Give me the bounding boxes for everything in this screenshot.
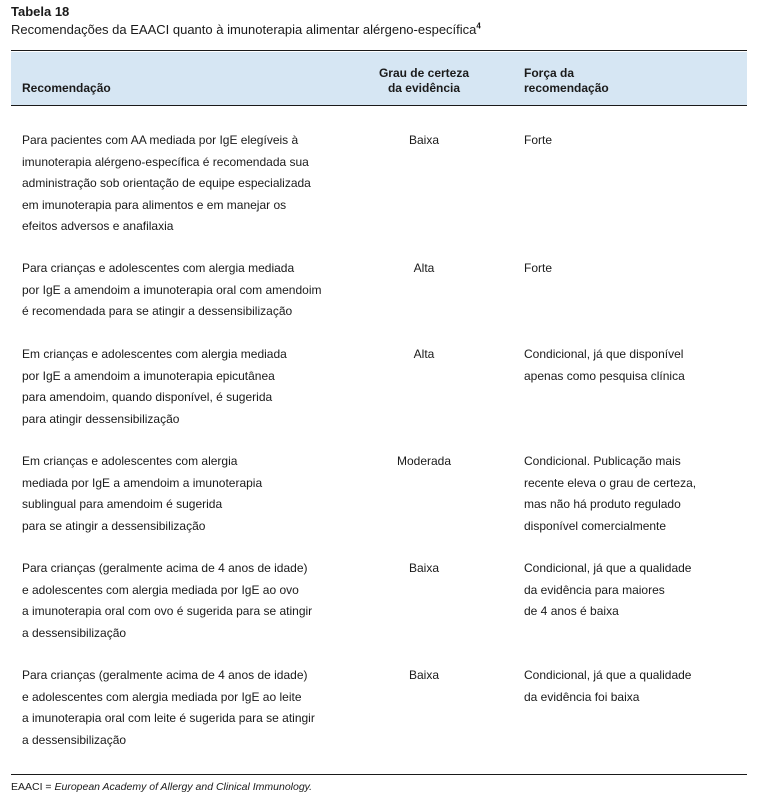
strength-cell [524, 130, 754, 152]
strength-cell [524, 451, 754, 537]
cell-line: a dessensibilização [22, 732, 127, 747]
cell-line: Em crianças e adolescentes com alergia mediada [22, 347, 287, 361]
cell-line: para amendoim, quando disponível, é sugerida [22, 390, 273, 404]
cell-line: Condicional, já que a qualidade [524, 561, 692, 575]
header-line: Grau de certeza [378, 66, 470, 80]
cell-line: a imunoterapia oral com leite é sugerida para se atingir [22, 711, 315, 725]
certainty-cell: Baixa [408, 668, 440, 682]
title-reference: 4 [476, 21, 481, 31]
top-rule [11, 50, 747, 51]
cell-line: disponível comercialmente [524, 518, 667, 533]
cell-line: administração sob orientação de equipe especializada [22, 176, 311, 190]
certainty-cell: Alta [413, 261, 435, 275]
strength-cell [524, 665, 754, 708]
footnote-abbr: EAACI = [11, 781, 55, 793]
header-certainty [358, 66, 490, 96]
cell-line: Para crianças (geralmente acima de 4 anos de idade) [22, 561, 308, 575]
cell-line: da evidência foi baixa [524, 689, 640, 704]
cell-line: Para crianças e adolescentes com alergia mediada [22, 261, 295, 275]
cell-line: Forte [524, 261, 553, 275]
cell-line: Condicional. Publicação mais [524, 454, 681, 468]
cell-line: a dessensibilização [22, 625, 127, 640]
table-label: Tabela 18 [11, 4, 70, 19]
header-rule [11, 105, 747, 106]
header-line: recomendação [524, 81, 609, 95]
certainty-cell: Baixa [408, 561, 440, 575]
table-footnote [11, 781, 312, 793]
cell-line: Condicional, já que a qualidade [524, 668, 692, 682]
cell-line: e adolescentes com alergia mediada por IgE ao ovo [22, 582, 299, 597]
cell-line: por IgE a amendoim a imunoterapia oral com amendoim [22, 282, 322, 297]
footnote-expansion: European Academy of Allergy and Clinical Immunology. [54, 781, 313, 793]
cell-line: Para crianças (geralmente acima de 4 anos de idade) [22, 668, 308, 682]
cell-line: Condicional, já que disponível [524, 347, 684, 361]
table-title [11, 22, 481, 37]
recommendation-cell [22, 258, 352, 323]
header-line: Recomendação [22, 81, 111, 95]
header-recommendation [22, 81, 111, 96]
cell-line: para se atingir a dessensibilização [22, 518, 206, 533]
cell-line: por IgE a amendoim a imunoterapia epicutânea [22, 368, 275, 383]
cell-line: sublingual para amendoim é sugerida [22, 497, 223, 511]
cell-line: Para pacientes com AA mediada por IgE elegíveis à [22, 133, 299, 147]
certainty-cell: Alta [413, 347, 435, 361]
header-line: Força da [524, 66, 575, 80]
cell-line: a imunoterapia oral com ovo é sugerida para se atingir [22, 604, 313, 618]
cell-line: efeitos adversos e anafilaxia [22, 219, 174, 233]
cell-line: de 4 anos é baixa [524, 604, 619, 618]
strength-cell [524, 558, 754, 623]
cell-line: é recomendada para se atingir a dessensibilização [22, 304, 293, 318]
cell-line: em imunoterapia para alimentos e em manejar os [22, 197, 287, 212]
strength-cell [524, 344, 754, 387]
header-line: da evidência [387, 81, 461, 95]
cell-line: recente eleva o grau de certeza, [524, 475, 697, 490]
recommendation-cell [22, 344, 352, 430]
recommendation-cell [22, 558, 352, 644]
recommendation-cell [22, 451, 352, 537]
header-strength [524, 66, 609, 96]
cell-line: apenas como pesquisa clínica [524, 368, 685, 383]
certainty-cell: Baixa [408, 133, 440, 147]
certainty-cell: Moderada [396, 454, 452, 468]
cell-line: da evidência para maiores [524, 582, 665, 597]
cell-line: para atingir dessensibilização [22, 411, 180, 426]
recommendation-cell [22, 665, 352, 751]
table-title-text: Recomendações da EAACI quanto à imunoterapia alimentar alérgeno-específica [11, 22, 477, 37]
cell-line: mediada por IgE a amendoim a imunoterapia [22, 475, 263, 490]
cell-line: imunoterapia alérgeno-específica é recomendada sua [22, 154, 309, 169]
cell-line: mas não há produto regulado [524, 497, 681, 511]
cell-line: e adolescentes com alergia mediada por IgE ao leite [22, 689, 302, 704]
bottom-rule [11, 774, 747, 775]
recommendation-cell [22, 130, 352, 238]
strength-cell [524, 258, 754, 280]
cell-line: Forte [524, 133, 553, 147]
cell-line: Em crianças e adolescentes com alergia [22, 454, 238, 468]
